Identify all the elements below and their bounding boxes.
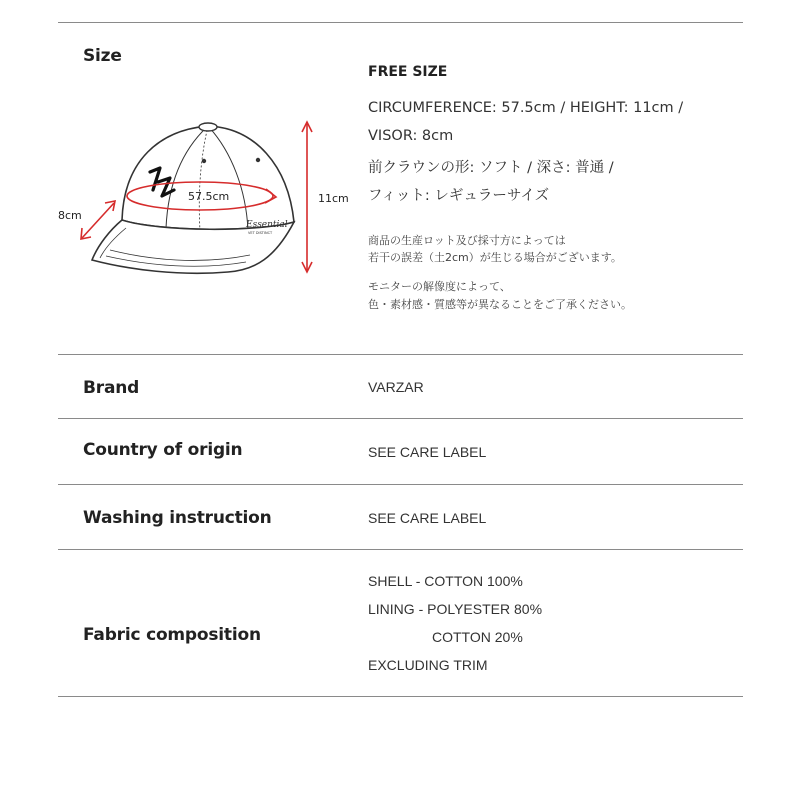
country-value: SEE CARE LABEL: [368, 444, 487, 460]
visor-value: 8cm: [58, 209, 82, 222]
size-note: 色・素材感・質感等が異なることをご了承ください。: [368, 298, 632, 311]
cap-button: [199, 123, 217, 131]
country-label: Country of origin: [83, 440, 243, 460]
free-size-title: FREE SIZE: [368, 64, 448, 80]
size-note: 若干の誤差（土2cm）が生じる場合がございます。: [368, 251, 622, 264]
size-note: モニターの解像度によって、: [368, 280, 511, 293]
divider-bottom: [58, 696, 743, 697]
size-label: Size: [83, 46, 122, 66]
fabric-shell: SHELL - COTTON 100%: [368, 573, 523, 589]
washing-value: SEE CARE LABEL: [368, 510, 487, 526]
cap-size-diagram: [50, 110, 360, 300]
cap-crown: [122, 126, 294, 229]
divider-brand-country: [58, 418, 743, 419]
brand-label: Brand: [83, 378, 140, 398]
size-note: 商品の生産ロット及び採寸方によっては: [368, 234, 566, 247]
size-spec-line: VISOR: 8cm: [368, 128, 454, 144]
fabric-label: Fabric composition: [83, 625, 261, 645]
cap-eyelet: [202, 159, 206, 163]
divider-top: [58, 22, 743, 23]
cap-logo-subtext: VET DISTINCT: [248, 231, 273, 235]
visor-arrowhead-top: [105, 201, 115, 211]
fabric-excluding-trim: EXCLUDING TRIM: [368, 657, 488, 673]
size-spec-line: 前クラウンの形: ソフト / 深さ: 普通 /: [368, 160, 614, 176]
divider-size-brand: [58, 354, 743, 355]
cap-eyelet: [256, 158, 260, 162]
fabric-lining: LINING - POLYESTER 80%: [368, 601, 543, 617]
height-value: 11cm: [318, 192, 349, 205]
brand-value: VARZAR: [368, 379, 424, 395]
divider-country-washing: [58, 484, 743, 485]
size-spec-line: CIRCUMFERENCE: 57.5cm / HEIGHT: 11cm /: [368, 100, 684, 116]
divider-washing-fabric: [58, 549, 743, 550]
fabric-lining-cotton: COTTON 20%: [432, 629, 523, 645]
size-spec-line: フィット: レギュラーサイズ: [368, 188, 550, 204]
washing-label: Washing instruction: [83, 508, 272, 528]
circumference-value: 57.5cm: [188, 190, 230, 203]
cap-logo-text: Essential: [246, 220, 288, 230]
